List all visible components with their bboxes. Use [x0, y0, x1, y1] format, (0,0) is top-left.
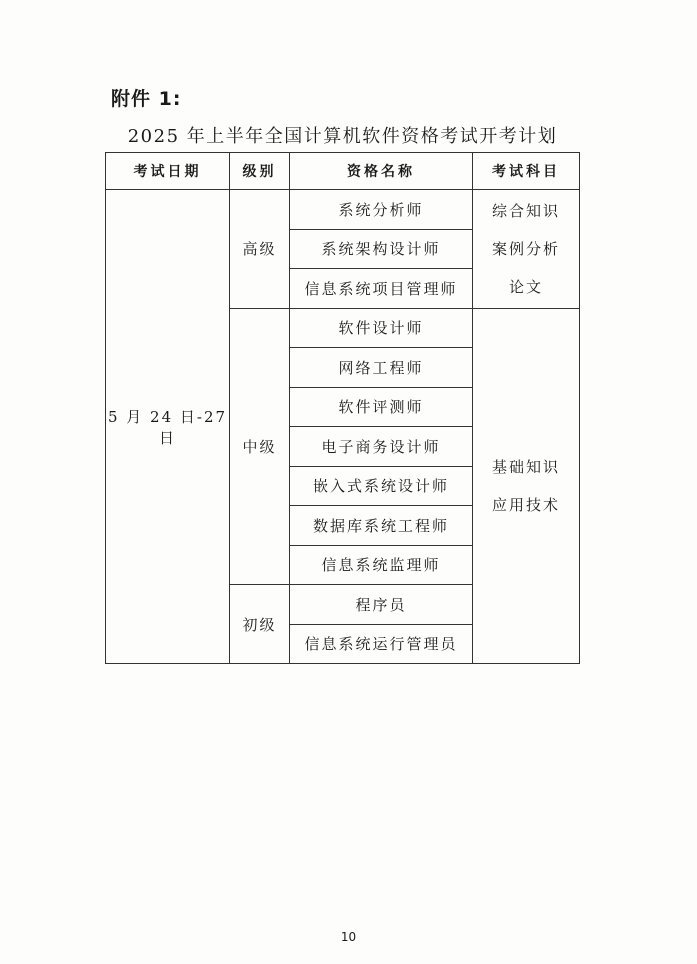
- page-number: 10: [340, 930, 357, 944]
- subjects-senior: [473, 190, 580, 309]
- level-junior: 初级: [230, 585, 290, 664]
- qualification-cell: 软件评测师: [290, 387, 473, 427]
- header-subjects: 考试科目: [473, 153, 580, 190]
- qualification-cell: 信息系统监理师: [290, 545, 473, 585]
- table-header-row: [106, 153, 580, 190]
- subjects-intermediate-junior: [473, 308, 580, 664]
- qualification-cell: 嵌入式系统设计师: [290, 466, 473, 506]
- qualification-cell: 信息系统项目管理师: [290, 269, 473, 309]
- level-intermediate: 中级: [230, 308, 290, 585]
- header-level: 级别: [230, 153, 290, 190]
- level-senior: 高级: [230, 190, 290, 309]
- subject-item: 基础知识: [491, 457, 560, 476]
- exam-plan-table: [105, 152, 580, 664]
- header-exam-date: 考试日期: [106, 153, 230, 190]
- qualification-cell: 信息系统运行管理员: [290, 624, 473, 664]
- qualification-cell: 网络工程师: [290, 348, 473, 388]
- qualification-cell: 软件设计师: [290, 308, 473, 348]
- subject-item: 论文: [508, 277, 543, 296]
- subject-item: 案例分析: [491, 239, 560, 258]
- subject-item: 应用技术: [491, 495, 560, 514]
- subject-item: 综合知识: [491, 201, 560, 220]
- attachment-label: 附件 1:: [111, 88, 182, 110]
- qualification-cell: 系统架构设计师: [290, 229, 473, 269]
- qualification-cell: 数据库系统工程师: [290, 506, 473, 546]
- table-row: [106, 190, 580, 230]
- document-title: 2025 年上半年全国计算机软件资格考试开考计划: [127, 126, 558, 147]
- qualification-cell: 系统分析师: [290, 190, 473, 230]
- qualification-cell: 电子商务设计师: [290, 427, 473, 467]
- exam-date-cell: 5 月 24 日-27 日: [106, 190, 230, 664]
- qualification-cell: 程序员: [290, 585, 473, 625]
- header-qualification: 资格名称: [290, 153, 473, 190]
